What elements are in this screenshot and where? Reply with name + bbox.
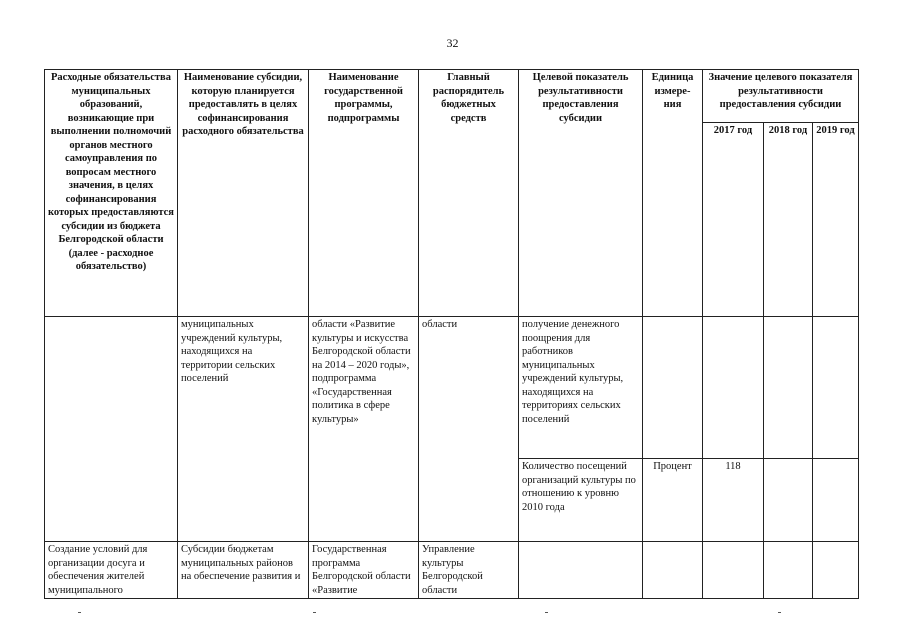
scan-mark — [545, 612, 548, 613]
cell-value-2019 — [813, 542, 859, 599]
header-row-1 — [45, 70, 859, 123]
cell-program: области «Развитие культуры и искусства Белгородской области на 2014 – 2020 годы», подпрограмма «Государственная политика в сфере культуры» — [309, 317, 419, 542]
cell-manager: Управление культуры Белгородской области — [419, 542, 519, 599]
cell-value-2019 — [813, 459, 859, 542]
header-subsidy-name: Наименование субсидии, которую планируется предоставлять в целях софинансирования расходного обязательства — [178, 70, 309, 317]
page-number: 32 — [446, 36, 459, 50]
table-row — [45, 317, 859, 459]
cell-indicator: получение денежного поощрения для работников муниципальных учреждений культуры, находящихся на территориях сельских поселений — [519, 317, 643, 459]
cell-value-2019 — [813, 317, 859, 459]
scan-mark — [78, 612, 81, 613]
cell-expense — [45, 317, 178, 542]
cell-unit — [643, 317, 703, 459]
header-budget-manager: Главный распорядитель бюджетных средств — [419, 70, 519, 317]
cell-unit: Процент — [643, 459, 703, 542]
header-target-value: Значение целевого показателя результативности предоставления субсидии — [703, 70, 859, 123]
scan-mark — [778, 612, 781, 613]
cell-value-2017 — [703, 542, 764, 599]
header-unit: Единица измере-ния — [643, 70, 703, 317]
table-row — [45, 542, 859, 599]
subsidy-table — [44, 69, 859, 599]
cell-expense: Создание условий для организации досуга и обеспечения жителей муниципального — [45, 542, 178, 599]
header-year-2019: 2019 год — [813, 123, 859, 317]
cell-manager: области — [419, 317, 519, 542]
cell-value-2018 — [764, 542, 813, 599]
cell-unit — [643, 542, 703, 599]
cell-value-2018 — [764, 317, 813, 459]
cell-subsidy: муниципальных учреждений культуры, находящихся на территории сельских поселений — [178, 317, 309, 542]
scan-mark — [313, 612, 316, 613]
header-expense-obligation: Расходные обязательства муниципальных образований, возникающие при выполнении полномочий органов местного самоуправления по вопросам местного значения, в целях софинансирования которых предоставляются субсидии из бюджета Белгородской области (далее - расходное обязательство) — [45, 70, 178, 317]
cell-program: Государственная программа Белгородской области «Развитие — [309, 542, 419, 599]
cell-subsidy: Субсидии бюджетам муниципальных районов на обеспечение развития и — [178, 542, 309, 599]
cell-indicator: Количество посещений организаций культуры по отношению к уровню 2010 года — [519, 459, 643, 542]
cell-indicator — [519, 542, 643, 599]
header-program-name: Наименование государственной программы, подпрограммы — [309, 70, 419, 317]
header-year-2017: 2017 год — [703, 123, 764, 317]
header-target-indicator: Целевой показатель результативности предоставления субсидии — [519, 70, 643, 317]
scan-edge-marks — [0, 612, 905, 620]
cell-value-2017 — [703, 317, 764, 459]
cell-value-2018 — [764, 459, 813, 542]
cell-value-2017: 118 — [703, 459, 764, 542]
header-year-2018: 2018 год — [764, 123, 813, 317]
